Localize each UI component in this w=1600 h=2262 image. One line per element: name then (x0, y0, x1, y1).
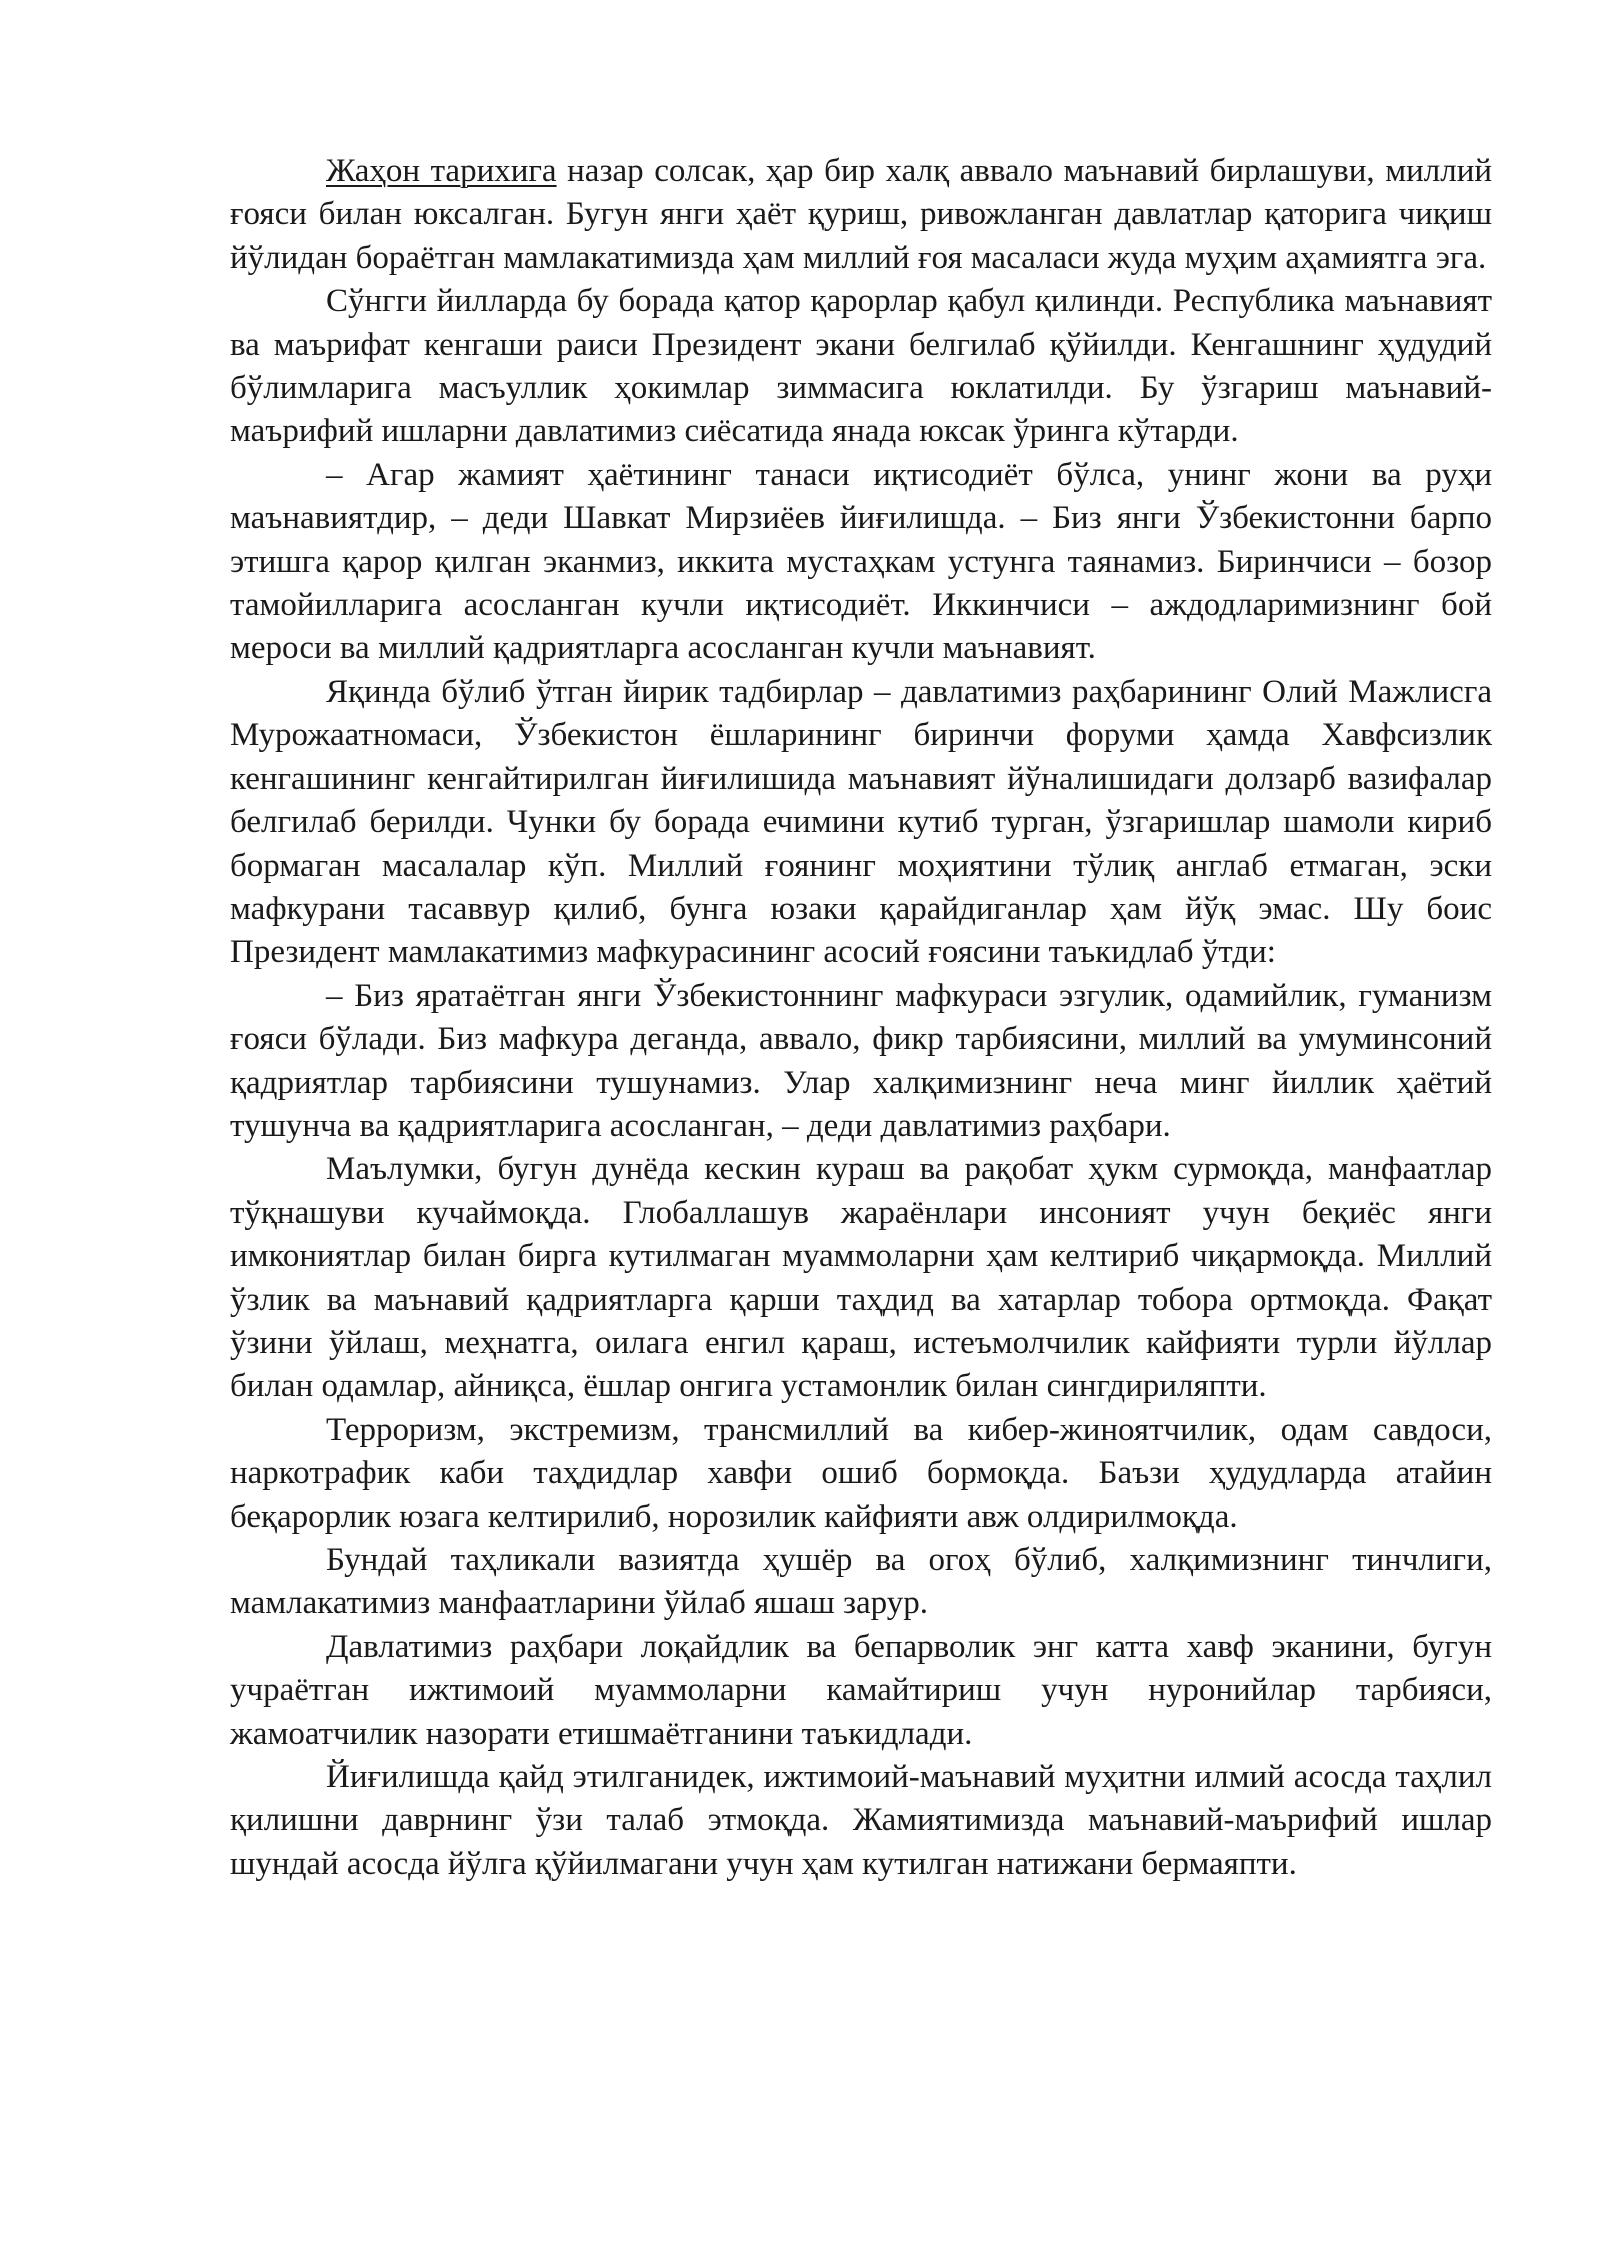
paragraph-9: Давлатимиз раҳбари лоқайдлик ва бепарволик энг катта хавф эканини, бугун учраётган ижтимоий муаммоларни камайтириш учун нуронийлар тарбияси, жамоатчилик назорати етишмаётганини таъкидлади. (230, 1628, 1492, 1752)
paragraph-3: – Агар жамият ҳаётининг танаси иқтисодиёт бўлса, унинг жони ва руҳи маънавиятдир, – деди Шавкат Мирзиёев йиғилишда. – Биз янги Ўзбекистонни барпо этишга қарор қилган эканмиз, иккита мустаҳкам устунга таянамиз. Биринчиси – бозор тамойилларига асосланган кучли иқтисодиёт. Иккинчиси – аждодларимизнинг бой мероси ва миллий қадриятларга асосланган кучли маънавият. (230, 456, 1492, 667)
underlined-phrase: Жаҳон тарихига (326, 153, 557, 189)
paragraph-7: Терроризм, экстремизм, трансмиллий ва кибер-жиноятчилик, одам савдоси, наркотрафик каби таҳдидлар хавфи ошиб бормоқда. Баъзи ҳудудларда атайин беқарорлик юзага келтирилиб, норозилик кайфияти авж олдирилмоқда. (230, 1411, 1492, 1535)
paragraph-8: Бундай таҳликали вазиятда ҳушёр ва огоҳ бўлиб, халқимизнинг тинчлиги, мамлакатимиз манфаатларини ўйлаб яшаш зарур. (230, 1542, 1492, 1622)
paragraph-10: Йиғилишда қайд этилганидек, ижтимоий-маънавий муҳитни илмий асосда таҳлил қилишни даврнинг ўзи талаб этмоқда. Жамиятимизда маънавий-маърифий ишлар шундай асосда йўлга қўйилмагани учун ҳам кутилган натижани бермаяпти. (230, 1759, 1492, 1882)
paragraph-6: Маълумки, бугун дунёда кескин кураш ва рақобат ҳукм сурмоқда, манфаатлар тўқнашуви кучаймоқда. Глобаллашув жараёнлари инсоният учун беқиёс янги имкониятлар билан бирга кутилмаган муаммоларни ҳам келтириб чиқармоқда. Миллий ўзлик ва маънавий қадриятларга қарши таҳдид ва хатарлар тобора ортмоқда. Фақат ўзини ўйлаш, меҳнатга, оилага енгил қараш, истеъмолчилик кайфияти турли йўллар билан одамлар, айниқса, ёшлар онгига устамонлик билан сингдириляпти. (230, 1151, 1492, 1405)
paragraph-1-text: назар солсак, ҳар бир халқ аввало маънавий бирлашуви, миллий ғояси билан юксалган. Бугун янги ҳаёт қуриш, ривожланган давлатлар қаторига чиқиш йўлидан бораётган мамлакатимизда ҳам миллий ғоя масаласи жуда муҳим аҳамиятга эга. (230, 153, 1493, 276)
paragraph-5: – Биз яратаётган янги Ўзбекистоннинг мафкураси эзгулик, одамийлик, гуманизм ғояси бўлади. Биз мафкура деганда, аввало, фикр тарбиясини, миллий ва умуминсоний қадриятлар тарбиясини тушунамиз. Улар халқимизнинг неча минг йиллик ҳаётий тушунча ва қадриятларига асосланган, – деди давлатимиз раҳбари. (230, 977, 1492, 1144)
article-body (230, 150, 1492, 1886)
paragraph-2: Сўнгги йилларда бу борада қатор қарорлар қабул қилинди. Республика маънавият ва маърифат кенгаши раиси Президент экани белгилаб қўйилди. Кенгашнинг ҳудудий бўлимларига масъуллик ҳокимлар зиммасига юклатилди. Бу ўзгариш маънавий-маърифий ишларни давлатимиз сиёсатида янада юксак ўринга кўтарди. (230, 283, 1492, 450)
paragraph-4: Яқинда бўлиб ўтган йирик тадбирлар – давлатимиз раҳбарининг Олий Мажлисга Мурожаатномаси, Ўзбекистон ёшларининг биринчи форуми ҳамда Хавфсизлик кенгашининг кенгайтирилган йиғилишида маънавият йўналишидаги долзарб вазифалар белгилаб берилди. Чунки бу борада ечимини кутиб турган, ўзгаришлар шамоли кириб бормаган масалалар кўп. Миллий ғоянинг моҳиятини тўлиқ англаб етмаган, эски мафкурани тасаввур қилиб, бунга юзаки қарайдиганлар ҳам йўқ эмас. Шу боис Президент мамлакатимиз мафкурасининг асосий ғоясини таъкидлаб ўтди: (230, 673, 1492, 971)
paragraph-1 (230, 150, 1492, 280)
